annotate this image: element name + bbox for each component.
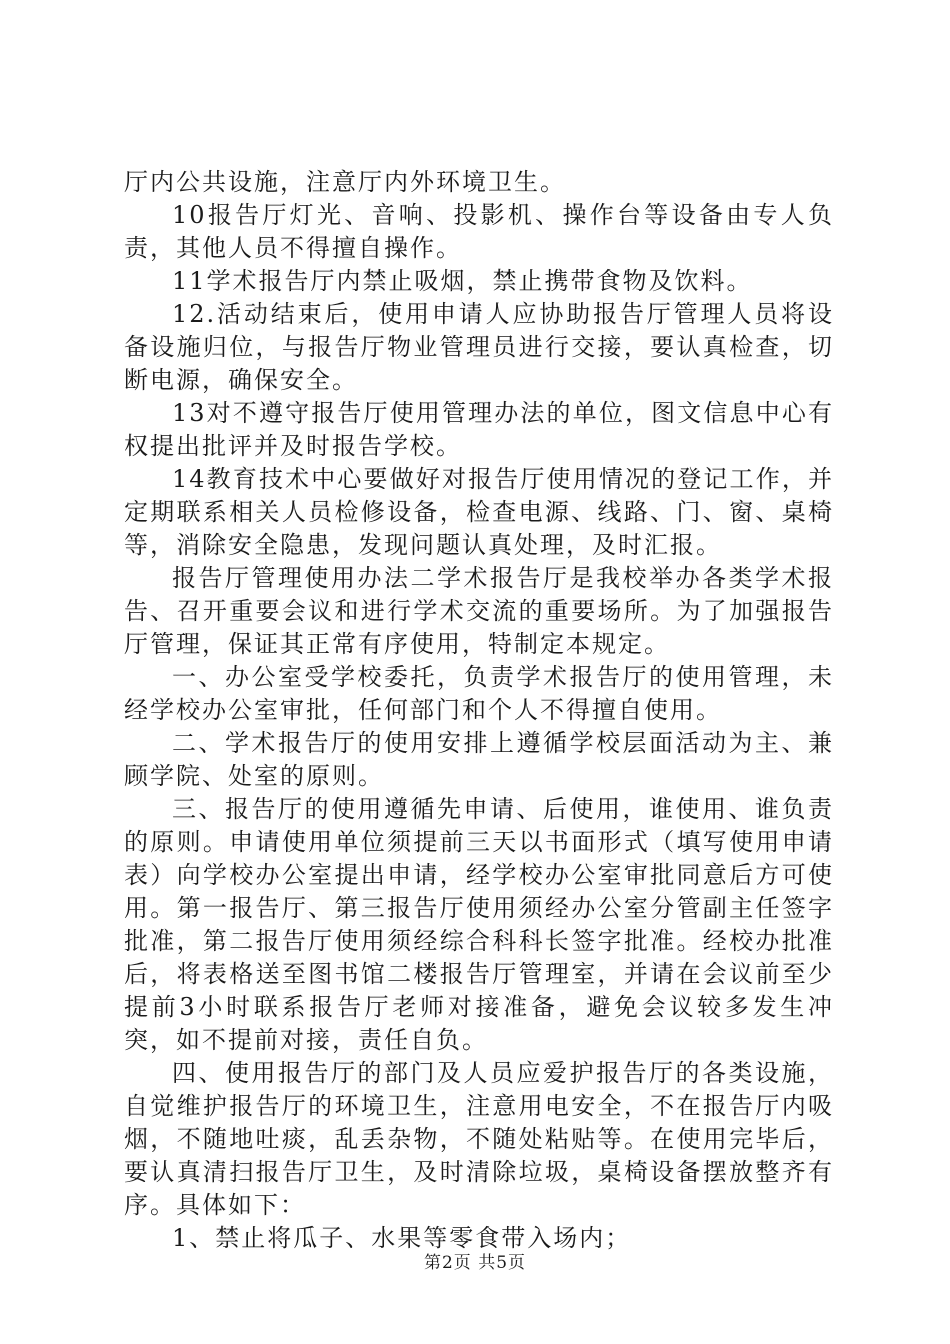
paragraph-section-2: 二、学术报告厅的使用安排上遵循学校层面活动为主、兼顾学院、处室的原则。	[124, 729, 834, 790]
paragraph-item-10: 10报告厅灯光、音响、投影机、操作台等设备由专人负责，其他人员不得擅自操作。	[124, 201, 834, 262]
document-body	[124, 166, 834, 1255]
paragraph-continuation: 厅内公共设施，注意厅内外环境卫生。	[124, 168, 566, 196]
paragraph-intro-second-rules: 报告厅管理使用办法二学术报告厅是我校举办各类学术报告、召开重要会议和进行学术交流的重要场所。为了加强报告厅管理，保证其正常有序使用，特制定本规定。	[124, 564, 834, 658]
paragraph-item-13: 13对不遵守报告厅使用管理办法的单位，图文信息中心有权提出批评并及时报告学校。	[124, 399, 834, 460]
paragraph-list-item-1: 1、禁止将瓜子、水果等零食带入场内；	[172, 1224, 632, 1252]
paragraph-item-11: 11学术报告厅内禁止吸烟，禁止携带食物及饮料。	[172, 267, 753, 295]
paragraph-item-12: 12.活动结束后，使用申请人应协助报告厅管理人员将设备设施归位，与报告厅物业管理员进行交接，要认真检查，切断电源，确保安全。	[124, 300, 834, 394]
page-footer: 第2页 共5页	[423, 1253, 527, 1273]
paragraph-section-3: 三、报告厅的使用遵循先申请、后使用，谁使用、谁负责的原则。申请使用单位须提前三天以书面形式（填写使用申请表）向学校办公室提出申请，经学校办公室审批同意后方可使用。第一报告厅、第三报告厅使用须经办公室分管副主任签字批准，第二报告厅使用须经综合科科长签字批准。经校办批准后，将表格送至图书馆二楼报告厅管理室，并请在会议前至少提前3小时联系报告厅老师对接准备，避免会议较多发生冲突，如不提前对接，责任自负。	[124, 795, 834, 1054]
paragraph-item-14: 14教育技术中心要做好对报告厅使用情况的登记工作，并定期联系相关人员检修设备，检查电源、线路、门、窗、桌椅等，消除安全隐患，发现问题认真处理，及时汇报。	[124, 465, 834, 559]
paragraph-section-1: 一、办公室受学校委托，负责学术报告厅的使用管理，未经学校办公室审批，任何部门和个人不得擅自使用。	[124, 663, 834, 724]
paragraph-section-4: 四、使用报告厅的部门及人员应爱护报告厅的各类设施，自觉维护报告厅的环境卫生，注意用电安全，不在报告厅内吸烟，不随地吐痰，乱丢杂物，不随处粘贴等。在使用完毕后，要认真清扫报告厅卫生，及时清除垃圾，桌椅设备摆放整齐有序。具体如下：	[124, 1059, 834, 1219]
